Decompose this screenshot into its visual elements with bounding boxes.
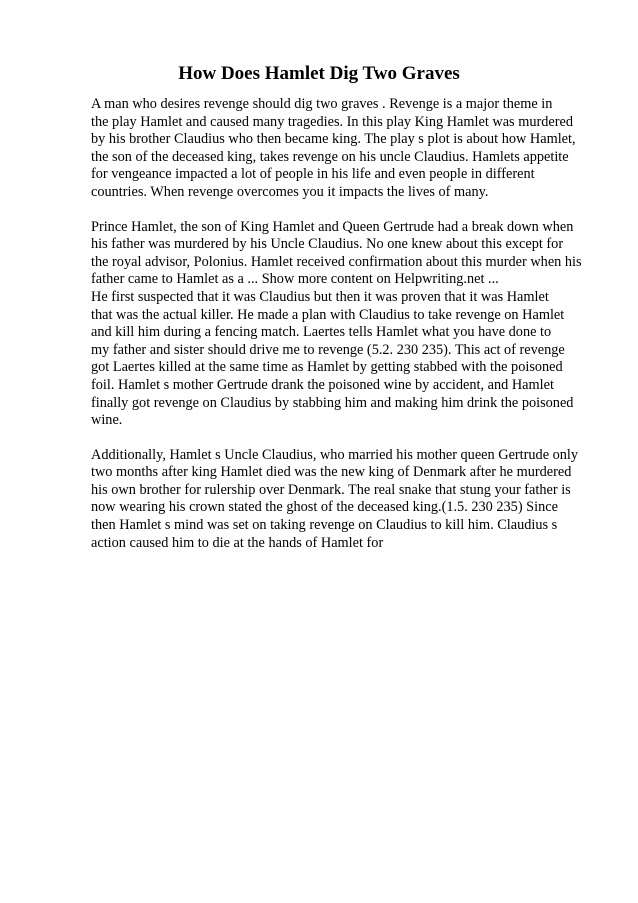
text-line: the play Hamlet and caused many tragedies. In this play King Hamlet was murdered bbox=[91, 113, 573, 130]
text-line: his father was murdered by his Uncle Claudius. No one knew about this except for bbox=[91, 236, 564, 253]
text-line: the royal advisor, Polonius. Hamlet received confirmation about this murder when his bbox=[91, 253, 582, 270]
text-line: countries. When revenge overcomes you it impacts the lives of many. bbox=[91, 183, 489, 200]
text-line: and kill him during a fencing match. Laertes tells Hamlet what you have done to bbox=[91, 324, 552, 341]
document-body bbox=[91, 96, 611, 569]
text-line: father came to Hamlet as a ... Show more content on Helpwriting.net ... bbox=[91, 271, 499, 288]
text-line: action caused him to die at the hands of Hamlet for bbox=[91, 534, 384, 551]
text-line: He first suspected that it was Claudius but then it was proven that it was Hamlet bbox=[91, 288, 549, 305]
text-line: A man who desires revenge should dig two graves . Revenge is a major theme in bbox=[91, 96, 553, 112]
text-line: then Hamlet s mind was set on taking revenge on Claudius to kill him. Claudius s bbox=[91, 517, 558, 534]
text-line: his own brother for rulership over Denmark. The real snake that stung your father is bbox=[91, 481, 571, 498]
text-line: got Laertes killed at the same time as Hamlet by getting stabbed with the poisoned bbox=[91, 359, 563, 376]
text-line: by his brother Claudius who then became king. The play s plot is about how Hamlet, bbox=[91, 131, 576, 148]
text-line: finally got revenge on Claudius by stabbing him and making him drink the poisoned bbox=[91, 394, 574, 411]
text-line: that was the actual killer. He made a plan with Claudius to take revenge on Hamlet bbox=[91, 306, 565, 323]
text-line: Prince Hamlet, the son of King Hamlet and Queen Gertrude had a break down when bbox=[91, 218, 574, 235]
text-line: foil. Hamlet s mother Gertrude drank the poisoned wine by accident, and Hamlet bbox=[91, 376, 554, 393]
paragraph bbox=[91, 96, 611, 202]
document-title: How Does Hamlet Dig Two Graves bbox=[178, 63, 460, 84]
text-line: Additionally, Hamlet s Uncle Claudius, who married his mother queen Gertrude only bbox=[91, 446, 579, 463]
text-line: wine. bbox=[91, 412, 123, 429]
text-line: for vengeance impacted a lot of people in his life and even people in different bbox=[91, 166, 535, 183]
paragraph bbox=[91, 447, 611, 553]
text-line: two months after king Hamlet died was the new king of Denmark after he murdered bbox=[91, 464, 572, 481]
text-line: the son of the deceased king, takes revenge on his uncle Claudius. Hamlets appetite bbox=[91, 148, 569, 165]
paragraph bbox=[91, 219, 611, 430]
text-line: now wearing his crown stated the ghost of the deceased king.(1.5. 230 235) Since bbox=[91, 499, 558, 516]
text-line: my father and sister should drive me to revenge (5.2. 230 235). This act of revenge bbox=[91, 341, 565, 358]
